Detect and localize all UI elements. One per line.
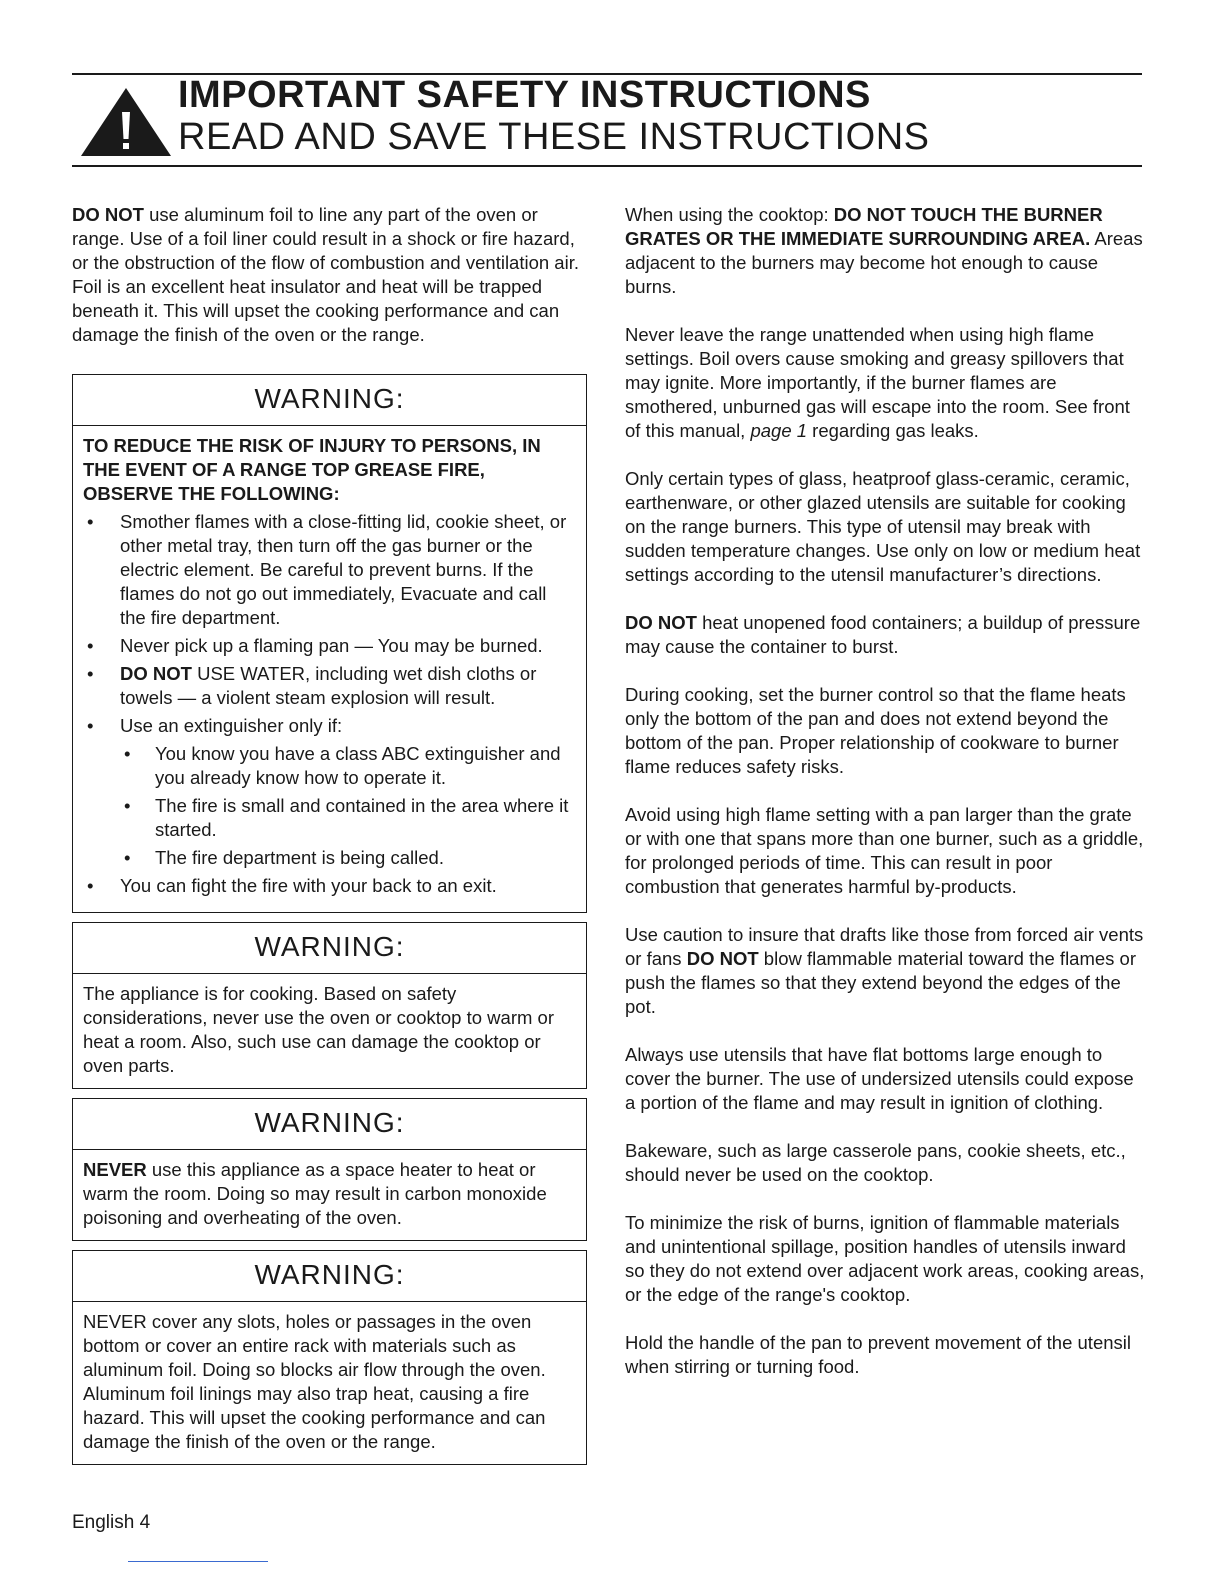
warning-text: NEVER cover any slots, holes or passages in the oven bottom or cover an entire rack with materials such as aluminum foil. Doing so blocks air flow through the oven. Aluminum foil linings may also trap heat, causing a fire hazard. This will upset the cooking performance and can damage the finish of the oven or the range. [83,1311,546,1452]
high-flame-paragraph: Avoid using high flame setting with a pan larger than the grate or with one that spans more than one burner, such as a griddle, for prolonged periods of time. This can result in poor combustion that generates harmful by-products. [625,804,1144,897]
list-item-text: The fire is small and contained in the area where it started. [155,795,569,840]
emphasis-do-not-touch: DO NOT TOUCH THE BURNER GRATES OR THE IMMEDIATE SURROUNDING AREA. [625,204,1103,249]
warning-box-oven-slots [72,1250,587,1465]
warning-text: The appliance is for cooking. Based on safety considerations, never use the oven or cooktop to warm or heat a room. Also, such use can damage the cooktop or oven parts. [83,983,554,1076]
warning-box-room-heating [72,922,587,1089]
unopened-containers-paragraph [625,611,1145,659]
sub-list-item [120,846,576,870]
right-column [625,203,1145,1403]
warning-body [73,1150,586,1240]
hold-handle-paragraph: Hold the handle of the pan to prevent movement of the utensil when stirring or turning food. [625,1332,1131,1377]
list-item [83,510,576,630]
warning-heading: WARNING: [73,923,586,974]
bullet-icon: • [87,511,94,532]
paragraph-text: use aluminum foil to line any part of the oven or range. Use of a foil liner could result in a shock or fire hazard, or the obstruction of the flow of combustion and ventilation air. Foil is an excellent heat insulator and heat will be trapped beneath it. This will upset the cooking performance and can damage the finish of the oven or the range. [72,204,579,345]
paragraph-text: blow flammable material toward the flames or push the flames so that they extend beyond the edges of the pot. [625,948,1137,1017]
utensil-types-paragraph: Only certain types of glass, heatproof glass-ceramic, ceramic, earthenware, or other glazed utensils are suitable for cooking on the range burners. This type of utensil may break with sudden temperature changes. Use only on low or medium heat settings according to the utensil manufacturer’s directions. [625,468,1141,585]
list-item-text: Use an extinguisher only if: [120,715,343,736]
bullet-icon: • [87,663,94,684]
emphasis-do-not: DO NOT [625,612,697,633]
warning-box-grease-fire [72,374,587,913]
emphasis-do-not: DO NOT [72,204,144,225]
left-column [72,203,587,1474]
warning-body [73,1302,586,1464]
page-title: IMPORTANT SAFETY INSTRUCTIONS [178,74,871,116]
list-item-text: Smother flames with a close-fitting lid, cookie sheet, or other metal tray, then turn off the gas burner or the electric element. Be careful to prevent burns. If the flames do not go out immediately, Evacuate and call the fire department. [120,511,567,628]
list-item [83,714,576,870]
paragraph-text: heat unopened food containers; a buildup of pressure may cause the container to burst. [625,612,1141,657]
paragraph-text: Use caution to insure that drafts like those from forced air vents or fans [625,924,1144,969]
warning-text [83,1158,576,1230]
foil-caution-paragraph [72,203,587,347]
bullet-icon: • [124,847,131,868]
bullet-icon: • [124,743,131,764]
drafts-paragraph [625,923,1145,1019]
warning-triangle-icon [79,86,173,158]
list-item-text: You can fight the fire with your back to an exit. [120,875,497,896]
emphasis-never: NEVER [83,1159,147,1180]
unattended-range-paragraph [625,323,1145,443]
list-item [83,874,576,898]
warning-body [73,974,586,1088]
link-underline [128,1561,268,1562]
bullet-icon: • [124,795,131,816]
bullet-icon: • [87,715,94,736]
list-item-text: Never pick up a flaming pan — You may be burned. [120,635,543,656]
bakeware-paragraph: Bakeware, such as large casserole pans, cookie sheets, etc., should never be used on the cooktop. [625,1140,1126,1185]
handles-paragraph: To minimize the risk of burns, ignition of flammable materials and unintentional spillage, position handles of utensils inward so they do not extend over adjacent work areas, cooking areas, or the edge of the range's cooktop. [625,1212,1145,1305]
emphasis-do-not: DO NOT [120,663,192,684]
list-item-text: You know you have a class ABC extinguisher and you already know how to operate it. [155,743,561,788]
page-reference: page 1 [750,420,808,441]
warning-heading: WARNING: [73,1251,586,1302]
warning-lead: TO REDUCE THE RISK OF INJURY TO PERSONS, IN THE EVENT OF A RANGE TOP GREASE FIRE, OBSERVE THE FOLLOWING: [83,435,541,504]
paragraph-text: Never leave the range unattended when using high flame settings. Boil overs cause smoking and greasy spillovers that may ignite. More importantly, if the burner flames are smothered, unburned gas will escape into the room. See front of this manual, [625,324,1130,441]
warning-box-space-heater [72,1098,587,1241]
paragraph-text: regarding gas leaks. [807,420,979,441]
bullet-icon: • [87,875,94,896]
warning-heading: WARNING: [73,1099,586,1150]
paragraph-text: When using the cooktop: [625,204,834,225]
warning-body [73,426,586,912]
burner-control-paragraph: During cooking, set the burner control so that the flame heats only the bottom of the pan and does not extend beyond the bottom of the pan. Proper relationship of cookware to burner flame reduces safety risks. [625,684,1126,777]
header-rule-bottom [72,165,1142,167]
paragraph-text: use this appliance as a space heater to heat or warm the room. Doing so may result in carbon monoxide poisoning and overheating of the oven. [83,1159,547,1228]
cooktop-grates-paragraph [625,203,1145,299]
bullet-icon: • [87,635,94,656]
emphasis-do-not: DO NOT [686,948,759,969]
page-subtitle: READ AND SAVE THESE INSTRUCTIONS [178,116,930,158]
sub-bullet-list [120,742,576,870]
sub-list-item [120,794,576,842]
list-item-text: The fire department is being called. [155,847,444,868]
flat-bottom-utensils-paragraph: Always use utensils that have flat bottoms large enough to cover the burner. The use of undersized utensils could expose a portion of the flame and may result in ignition of clothing. [625,1044,1134,1113]
sub-list-item [120,742,576,790]
warning-heading: WARNING: [73,375,586,426]
bullet-list [83,510,576,898]
list-item [83,662,576,710]
paragraph-text: Areas adjacent to the burners may become hot enough to cause burns. [625,228,1143,297]
list-item [83,634,576,658]
list-item-text: USE WATER, including wet dish cloths or towels — a violent steam explosion will result. [120,663,537,708]
page-number: English 4 [72,1512,151,1533]
